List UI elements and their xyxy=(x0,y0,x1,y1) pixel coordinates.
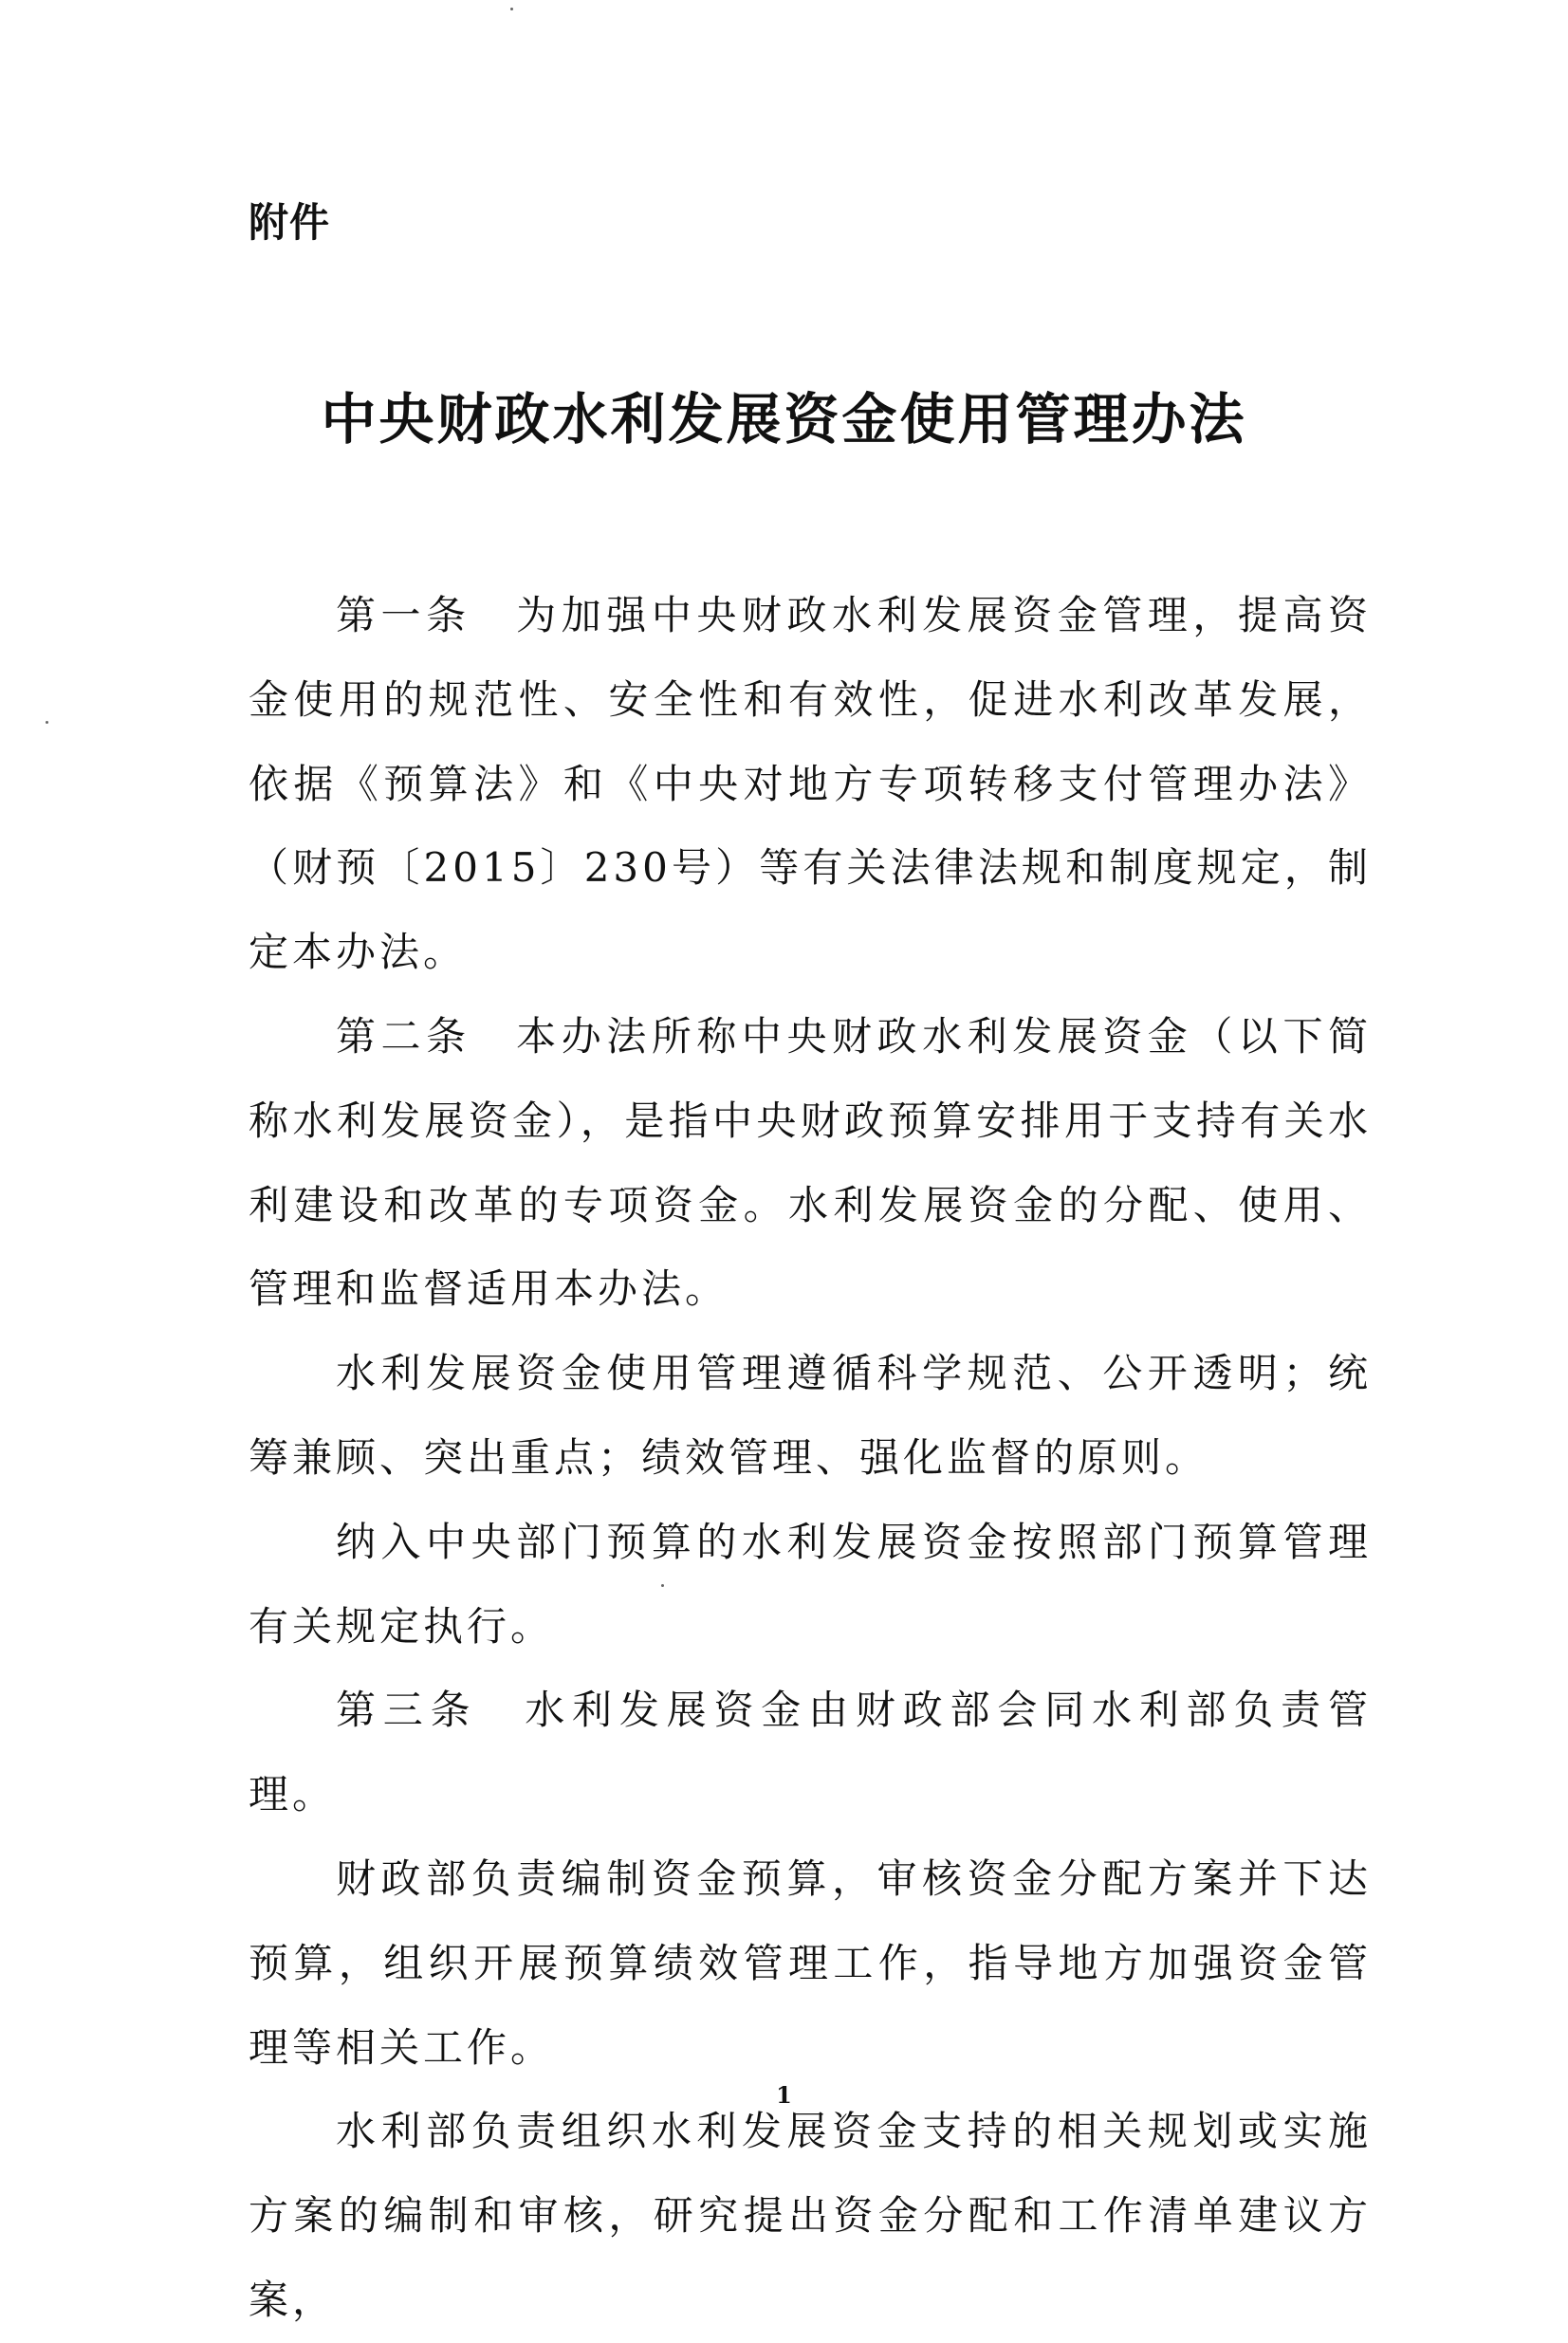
paragraph-ministry-of-finance: 财政部负责编制资金预算，审核资金分配方案并下达预算，组织开展预算绩效管理工作，指导地方加强资金管理等相关工作。 xyxy=(249,1854,1372,2071)
paragraph-article-2: 第二条 本办法所称中央财政水利发展资金（以下简称水利发展资金），是指中央财政预算安排用于支持有关水利建设和改革的专项资金。水利发展资金的分配、使用、管理和监督适用本办法。 xyxy=(249,1012,1372,1313)
paragraph-article-1: 第一条 为加强中央财政水利发展资金管理，提高资金使用的规范性、安全性和有效性，促进水利改革发展，依据《预算法》和《中央对地方专项转移支付管理办法》（财预〔2015〕230号）等有关法律法规和制度规定，制定本办法。 xyxy=(249,592,1372,976)
document-body xyxy=(249,574,1372,2343)
paragraph-ministry-of-water-resources: 水利部负责组织水利发展资金支持的相关规划或实施方案的编制和审核，研究提出资金分配和工作清单建议方案， xyxy=(249,2108,1372,2323)
page-number: 1 xyxy=(776,2081,792,2109)
paragraph-department-budget: 纳入中央部门预算的水利发展资金按照部门预算管理有关规定执行。 xyxy=(249,1518,1372,1650)
scan-speck xyxy=(510,8,513,10)
document-title: 中央财政水利发展资金使用管理办法 xyxy=(321,387,1247,452)
scan-speck xyxy=(46,721,48,724)
paragraph-article-3: 第三条 水利发展资金由财政部会同水利部负责管理。 xyxy=(249,1687,1372,1818)
paragraph-principles: 水利发展资金使用管理遵循科学规范、公开透明；统筹兼顾、突出重点；绩效管理、强化监督的原则。 xyxy=(249,1350,1372,1481)
attachment-label: 附件 xyxy=(249,199,331,246)
